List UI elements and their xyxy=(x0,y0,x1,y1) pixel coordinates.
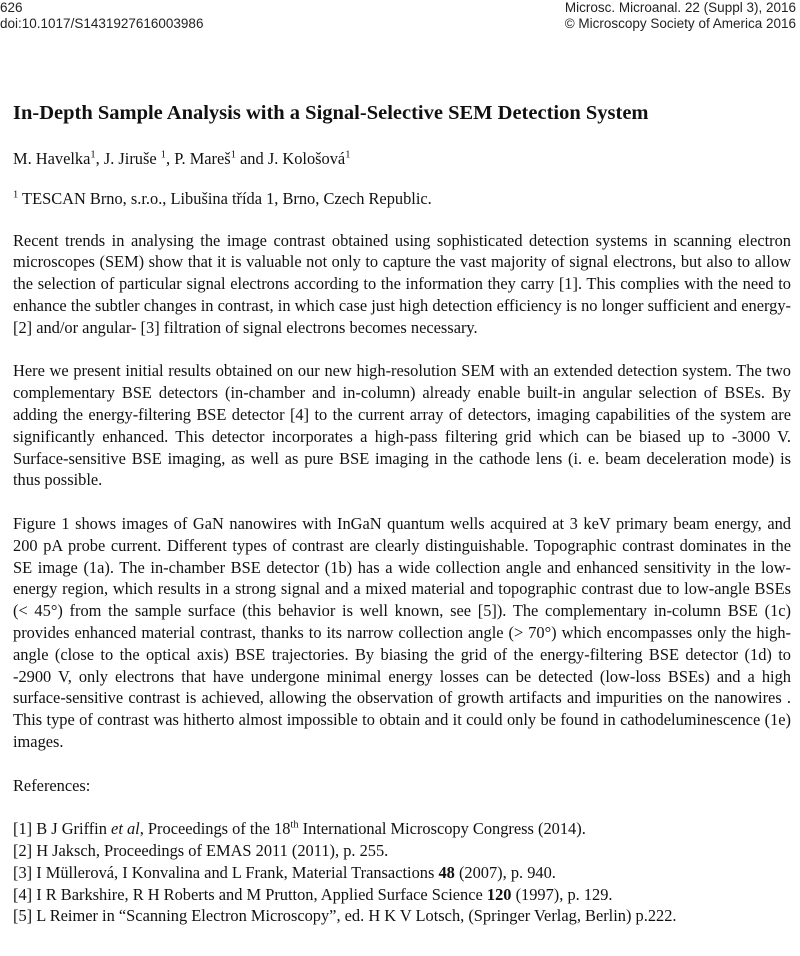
doi[interactable]: doi:10.1017/S1431927616003986 xyxy=(0,16,204,31)
reference-item: [2] H Jaksch, Proceedings of EMAS 2011 (2011), p. 255. xyxy=(13,840,389,860)
references-heading: References: xyxy=(13,775,91,795)
affiliation-text: TESCAN Brno, s.r.o., Libušina třída 1, Brno, Czech Republic. xyxy=(18,188,432,208)
author-list xyxy=(13,148,791,170)
page-header xyxy=(0,0,800,34)
reference-item xyxy=(13,884,791,906)
author: J. Kološová xyxy=(267,149,346,168)
header-right xyxy=(565,0,796,32)
author-sep: and xyxy=(235,149,268,168)
ref-text: (2007), p. 940. xyxy=(454,862,556,882)
reference-item: [5] L Reimer in “Scanning Electron Microscopy”, ed. H K V Lotsch, (Springer Verlag, Berlin) p.222. xyxy=(13,906,677,926)
author-affil-sup: 1 xyxy=(160,149,167,161)
ref-text: [3] I Müllerová, I Konvalina and L Frank, Material Transactions xyxy=(13,862,439,882)
author-sep: , xyxy=(166,149,175,168)
journal-citation: Microsc. Microanal. 22 (Suppl 3), 2016 xyxy=(564,0,796,15)
ref-text: International Microscopy Congress (2014). xyxy=(298,819,586,839)
ref-volume: 48 xyxy=(438,862,455,882)
ref-sup: th xyxy=(290,819,299,831)
reference-list xyxy=(13,818,791,927)
author: M. Havelka xyxy=(13,149,91,168)
paragraph-intro: Recent trends in analysing the image contrast obtained using sophisticated detection systems in scanning electron microscopes (SEM) show that it is valuable not only to capture the vast majority of signal electrons, but also to allow the selection of particular signal electrons according to the information they carry [1]. This complies with the need to enhance the subtler changes in contrast, in which case just high detection efficiency is no longer sufficient and energy- [2] and/or angular- [3] filtration of signal electrons becomes necessary. xyxy=(13,230,791,337)
reference-item xyxy=(13,818,791,840)
ref-text: , Proceedings of the 18 xyxy=(139,819,291,839)
ref-text: (1997), p. 129. xyxy=(511,884,613,904)
ref-text: [1] B J Griffin xyxy=(13,819,112,839)
article-title: In-Depth Sample Analysis with a Signal-Selective SEM Detection System xyxy=(13,102,649,124)
article-body xyxy=(13,100,791,927)
author-affil-sup: 1 xyxy=(345,149,351,161)
ref-text: [4] I R Barkshire, R H Roberts and M Prutton, Applied Surface Science xyxy=(13,884,487,904)
header-left xyxy=(0,0,203,32)
affiliation-sup: 1 xyxy=(13,189,19,201)
reference-item xyxy=(13,862,791,884)
author: J. Jiruše xyxy=(103,149,161,168)
paragraph-figure: Figure 1 shows images of GaN nanowires with InGaN quantum wells acquired at 3 keV primary beam energy, and 200 pA probe current. Different types of contrast are clearly distinguishable. Topographic contrast dominates in the SE image (1a). The in-chamber BSE detector (1b) has a wide collection angle and enhanced sensitivity in the low-energy region, which results in a strong signal and a mixed material and topographic contrast due to low-angle BSEs (< 45°) from the sample surface (this behavior is well known, see [5]). The complementary in-column BSE (1c) provides enhanced material contrast, thanks to its narrow collection angle (> 70°) which encompasses only the high-angle (close to the optical axis) BSE trajectories. By biasing the grid of the energy-filtering BSE detector (1d) to -2900 V, only electrons that have undergone minimal energy losses can be detected (low-loss BSEs) and a high surface-sensitive contrast is achieved, allowing the observation of growth artifacts and impurities on the nanowires . This type of contrast was hitherto almost impossible to obtain and it could only be found in cathodeluminescence (1e) images. xyxy=(13,513,791,751)
ref-italic: et al xyxy=(111,819,140,839)
page-number: 626 xyxy=(0,0,23,15)
paragraph-system: Here we present initial results obtained on our new high-resolution SEM with an extended detection system. The two complementary BSE detectors (in-chamber and in-column) already enable built-in angular selection of BSEs. By adding the energy-filtering BSE detector [4] to the current array of detectors, imaging capabilities of the system are significantly enhanced. This detector incorporates a high-pass filtering grid which can be biased up to -3000 V. Surface-sensitive BSE imaging, as well as pure BSE imaging in the cathode lens (i. e. beam deceleration mode) is thus possible. xyxy=(13,361,791,490)
copyright: © Microscopy Society of America 2016 xyxy=(564,16,796,31)
author-affil-sup: 1 xyxy=(230,149,236,161)
ref-volume: 120 xyxy=(486,884,512,904)
author-sep: , xyxy=(95,149,104,168)
author-affil-sup: 1 xyxy=(90,149,96,161)
affiliation xyxy=(13,188,791,210)
author: P. Mareš xyxy=(174,149,231,168)
